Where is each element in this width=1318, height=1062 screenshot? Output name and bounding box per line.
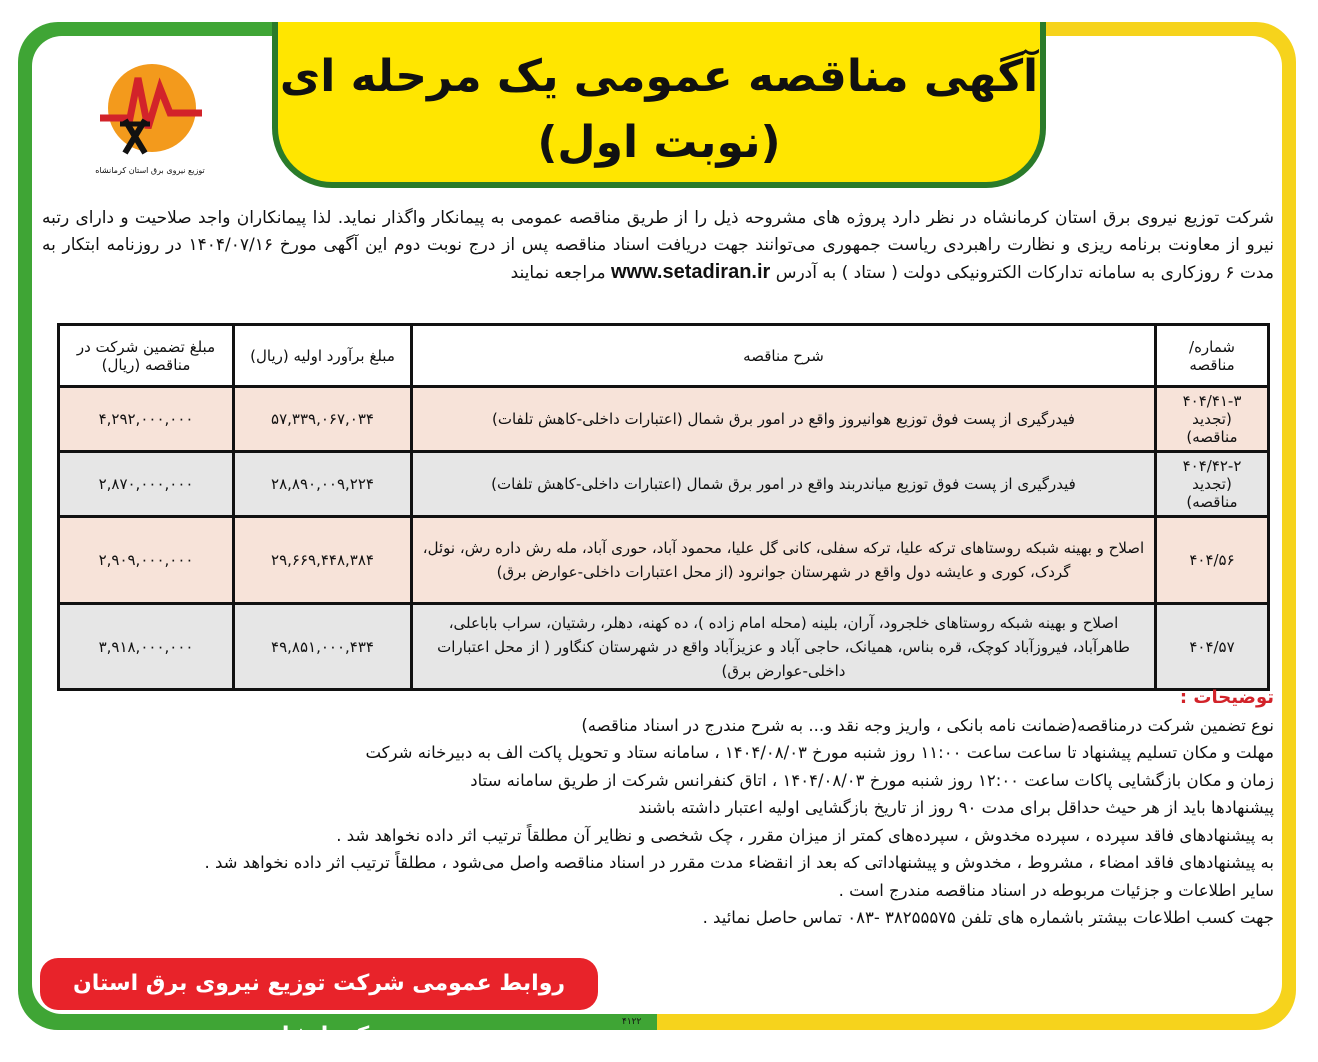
tender-note: (تجدید مناقصه) [1186,410,1238,446]
note-item: به پیشنهادهای فاقد سپرده ، سپرده مخدوش ، سپرده‌های کمتر از میزان مقرر ، چک شخصی و نظایر آن مطلقاً ترتیب اثر داده نخواهد شد . [336,825,1274,845]
table-row [59,387,1269,452]
tender-number: ۴۰۴/۵۶ [1156,517,1269,604]
title-line-1: آگهی مناقصه عمومی یک مرحله ای [279,51,1039,102]
table-row [59,517,1269,604]
table-row [59,452,1269,517]
table-header-row [59,325,1269,387]
tender-guarantee: ۲,۸۷۰,۰۰۰,۰۰۰ [59,452,234,517]
title-line-2: (نوبت اول) [537,117,781,168]
tender-number: ۴۰۴/۵۷ [1156,604,1269,690]
notes-section [42,684,1274,932]
note-item: پیشنهادها باید از هر حیث حداقل برای مدت ۹۰ روز از تاریخ بازگشایی اولیه اعتبار داشته باشند [638,798,1274,817]
note-item: سایر اطلاعات و جزئیات مربوطه در اسناد مناقصه مندرج است . [838,880,1274,900]
tender-estimate: ۴۹,۸۵۱,۰۰۰,۴۳۴ [234,604,412,690]
tender-description: فیدرگیری از پست فوق توزیع میاندربند واقع در امور برق شمال (اعتبارات داخلی-کاهش تلفات) [412,452,1156,517]
tender-description: اصلاح و بهینه شبکه روستاهای خلجرود، آران، بلینه (محله امام زاده )، ده کهنه، دهلر، رشتیان، سراب باباعلی، طاهرآباد، فیروزآباد کوچک، قره بناس، همیانک، حاجی آباد و عزیزآباد واقع در شهرستان کنگاور ( از محل اعتبارات داخلی-عوارض برق) [412,604,1156,690]
tender-note: (تجدید مناقصه) [1186,475,1238,511]
note-item: جهت کسب اطلاعات بیشتر باشماره های تلفن ۳۸۲۵۵۵۷۵ -۰۸۳ تماس حاصل نمائید . [702,908,1274,927]
logo-caption: توزیع نیروی برق استان کرمانشاه [95,166,205,175]
company-logo [70,58,230,190]
tender-number-value: ۴۰۴/۴۱-۳ [1182,392,1242,410]
table-row [59,604,1269,690]
note-item: نوع تضمین شرکت درمناقصه(ضمانت نامه بانکی ، واریز وجه نقد و... به شرح مندرج در اسناد مناقصه) [581,715,1274,735]
tender-estimate: ۲۸,۸۹۰,۰۰۹,۲۲۴ [234,452,412,517]
title-banner [272,22,1046,188]
tender-estimate: ۲۹,۶۶۹,۴۴۸,۳۸۴ [234,517,412,604]
tender-guarantee: ۳,۹۱۸,۰۰۰,۰۰۰ [59,604,234,690]
intro-text: شرکت توزیع نیروی برق استان کرمانشاه در نظر دارد پروژه های مشروحه ذیل را از طریق مناقصه عمومی به پیمانکار واگذار نماید. لذا پیمانکاران واجد صلاحیت و دارای رتبه نیرو از معاونت برنامه ریزی و نظارت راهبردی ریاست جمهوری می‌توانند جهت دریافت اسناد مناقصه پس از درج نوبت دوم این آگهی مورخ ۱۴۰۴/۰۷/۱۶ در روزنامه ابتکار به مدت ۶ روزکاری به سامانه تدارکات الکترونیکی دولت ( ستاد ) به آدرس [42,208,1274,283]
header-guarantee: مبلغ تضمین شرکت در مناقصه (ریال) [59,325,234,387]
note-item: زمان و مکان بازگشایی پاکات ساعت ۱۲:۰۰ روز شنبه مورخ ۱۴۰۴/۰۸/۰۳ ، اتاق کنفرانس شرکت از طریق سامانه ستاد [470,770,1274,790]
notes-heading: توضیحات : [1179,687,1274,708]
tender-table [57,323,1270,691]
tender-number-value: ۴۰۴/۴۲-۲ [1182,457,1242,475]
lightning-logo-icon [90,58,210,158]
intro-suffix: مراجعه نمایند [510,263,606,283]
note-item: مهلت و مکان تسلیم پیشنهاد تا ساعت ساعت ۱۱:۰۰ روز شنبه مورخ ۱۴۰۴/۰۸/۰۳ ، سامانه ستاد و تحویل پاکت الف به دبیرخانه شرکت [365,743,1274,762]
note-item: به پیشنهادهای فاقد امضاء ، مشروط ، مخدوش و پیشنهاداتی که بعد از انقضاء مدت مقرر در اسناد مناقصه واصل می‌شود ، مطلقاً ترتیب اثر داده نخواهد شد . [204,853,1274,872]
tender-description: فیدرگیری از پست فوق توزیع هوانیروز واقع در امور برق شمال (اعتبارات داخلی-کاهش تلفات) [412,387,1156,452]
tender-number [1156,452,1269,517]
header-description: شرح مناقصه [412,325,1156,387]
header-number: شماره/ مناقصه [1156,325,1269,387]
public-relations-badge: روابط عمومی شرکت توزیع نیروی برق استان کرمانشاه [40,958,598,1010]
ad-code: ۴۱۲۲ [622,1017,642,1027]
setad-url-link[interactable]: www.setadiran.ir [611,261,771,283]
tender-guarantee: ۲,۹۰۹,۰۰۰,۰۰۰ [59,517,234,604]
tender-number [1156,387,1269,452]
tender-estimate: ۵۷,۳۳۹,۰۶۷,۰۳۴ [234,387,412,452]
tender-description: اصلاح و بهینه شبکه روستاهای ترکه علیا، ترکه سفلی، کانی گل علیا، محمود آباد، حوری آباد، مله رش داره رش، نوئل، گردک، کوری و عایشه دول واقع در شهرستان جوانرود (از محل اعتبارات داخلی-عوارض برق) [412,517,1156,604]
tender-guarantee: ۴,۲۹۲,۰۰۰,۰۰۰ [59,387,234,452]
intro-paragraph [42,205,1274,287]
header-estimate: مبلغ برآورد اولیه (ریال) [234,325,412,387]
